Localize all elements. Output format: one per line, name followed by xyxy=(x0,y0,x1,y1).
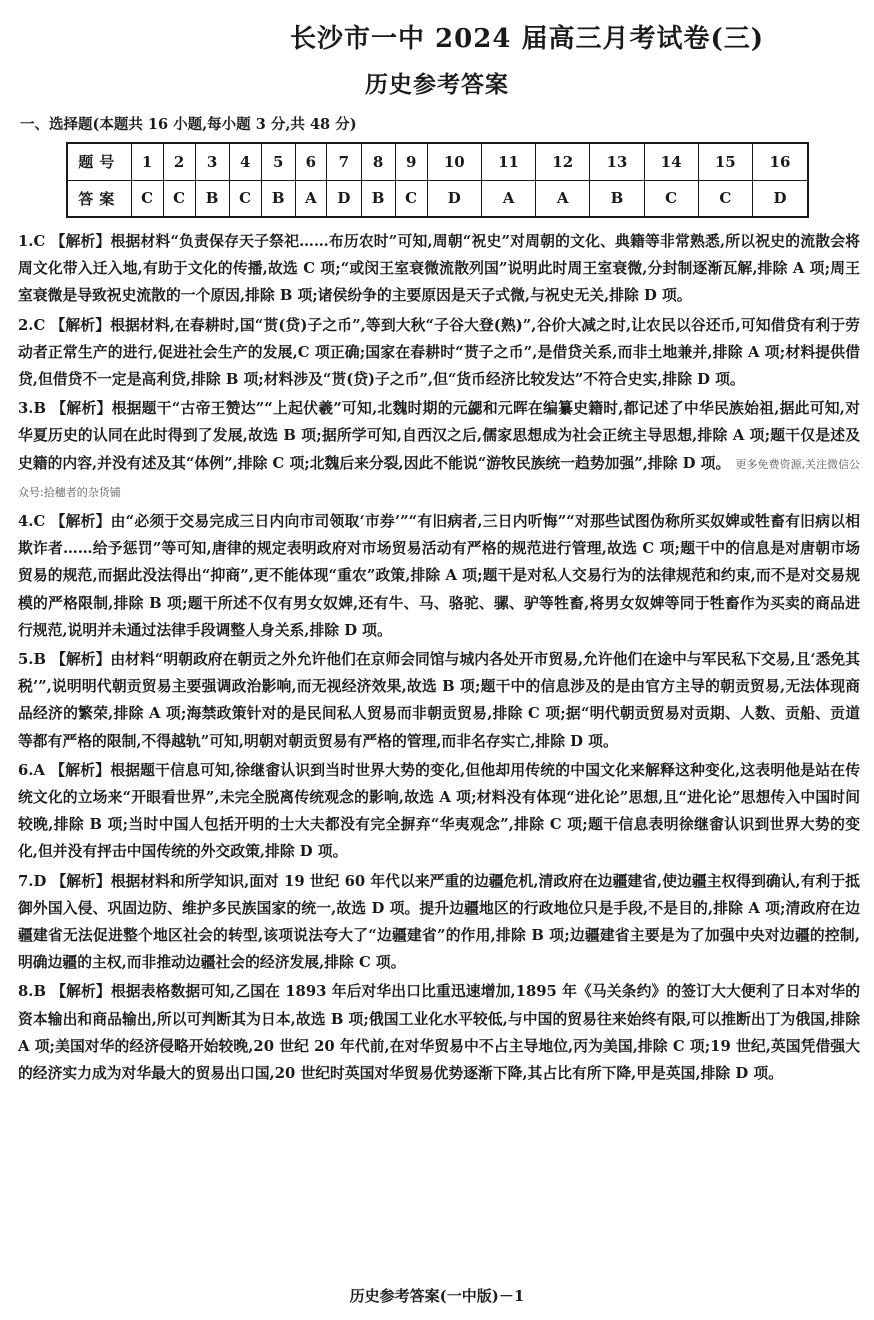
question-number-cell: 13 xyxy=(590,143,644,180)
question-number-cell: 14 xyxy=(644,143,698,180)
explanation-text: 由材料“明朝政府在朝贡之外允许他们在京师会同馆与城内各处开市贸易,允许他们在途中与军民私下交易,且‘悉免其税’”,说明明代朝贡贸易主要强调政治影响,而无视经济效果,故选 B 项;题干中的信息涉及的是由官方主导的朝贡贸易,无法体现商品经济的繁荣,排除 A 项;海禁政策针对的是民间私人贸易而非朝贡贸易,排除 C 项;据“明代朝贡贸易对贡期、人数、贡船、贡道等都有严格的限制,不得越轨”可知,明朝对朝贡贸易有严格的管理,而非名存实亡,排除 D 项。 xyxy=(18,651,860,750)
question-number-cell: 10 xyxy=(427,143,481,180)
analysis-tag: 【解析】 xyxy=(50,513,111,531)
answer-cell: A xyxy=(536,180,590,217)
explanation-text: 根据表格数据可知,乙国在 1893 年后对华出口比重迅速增加,1895 年《马关条约》的签订大大便利了日本对华的资本输出和商品输出,所以可判断其为日本,故选 B 项;俄国工业化水平较低,与中国的贸易往来始终有限,可以推断出丁为俄国,排除 A 项;美国对华的经济侵略开始较晚,20 世纪 20 年代前,在对华贸易中不占主导地位,丙为美国,排除 C 项;19 世纪,英国凭借强大的经济实力成为对华最大的贸易出口国,20 世纪时英国对华贸易优势逐渐下降,其占比有所下降,甲是英国,排除 D 项。 xyxy=(18,983,860,1083)
analysis-tag: 【解析】 xyxy=(50,761,111,779)
answer-cell: C xyxy=(698,180,752,217)
question-number-cell: 8 xyxy=(361,143,395,180)
question-answer-label: 4.C xyxy=(18,513,46,531)
watermark-note: 更多免费资源,关注微信公众号:拾穗者的杂货铺 xyxy=(18,457,861,499)
answer-cell: C xyxy=(395,180,427,217)
answer-cell: B xyxy=(361,180,395,217)
answer-cell: C xyxy=(229,180,261,217)
question-number-cell: 9 xyxy=(395,143,427,180)
analysis-tag: 【解析】 xyxy=(51,983,111,1001)
answer-cell: B xyxy=(261,180,295,217)
answer-cell: A xyxy=(481,180,535,217)
explanation-text: 根据题干“古帝王赞达”“上起伏羲”可知,北魏时期的元勰和元晖在编纂史籍时,都记述了中华民族始祖,据此可知,对华夏历史的认同在此时得到了发展,故选 B 项;据所学可知,自西汉之后,儒家思想成为社会正统主导思想,排除 A 项;题干仅是述及史籍的内容,并没有述及其“体例”,排除 C 项;北魏后来分裂,因此不能说“游牧民族统一趋势加强”,排除 D 项。 xyxy=(18,400,860,472)
explanation-text: 根据材料,在春耕时,国“贳(贷)子之币”,等到大秋“子谷大登(熟)”,谷价大减之时,让农民以谷还币,可知借贷有利于劳动者正常生产的进行,促进社会生产的发展,C 项正确;国家在春耕时“贳子之币”,是借贷关系,而非土地兼并,排除 A 项;材料提供借贷,但借贷不一定是高利贷,排除 B 项;材料涉及“贳(贷)子之币”,但“货币经济比较发达”不符合史实,排除 D 项。 xyxy=(18,316,860,389)
analysis-tag: 【解析】 xyxy=(50,233,111,250)
question-number-cell: 11 xyxy=(481,143,535,180)
question-number-cell: 6 xyxy=(295,143,326,180)
question-number-row xyxy=(67,143,808,180)
question-explanations xyxy=(18,228,860,1089)
document-subtitle: 历史参考答案 xyxy=(365,71,509,98)
explanation-text: 根据材料“负责保存天子祭祀……布历农时”可知,周朝“祝史”对周朝的文化、典籍等非常熟悉,所以祝史的流散会将周文化带入迁入地,有助于文化的传播,故选 C 项;“或闵王室衰微流散列国”说明此时周王室衰微,分封制逐渐瓦解,排除 A 项;周王室衰微是导致祝史流散的一个原因,排除 B 项;诸侯纷争的主要原因是天子式微,与祝史无关,排除 D 项。 xyxy=(18,233,860,305)
question-number-cell: 4 xyxy=(229,143,261,180)
explanation-text: 根据材料和所学知识,面对 19 世纪 60 年代以来严重的边疆危机,清政府在边疆建省,使边疆主权得到确认,有利于抵御外国入侵、巩固边防、维护多民族国家的统一,故选 D 项。提升边疆地区的行政地位只是手段,不是目的,排除 A 项;清政府在边疆建省无法促进整个地区社会的转型,该项说法夸大了“边疆建省”的作用,排除 B 项;边疆建省主要是为了加强中央对边疆的控制,明确边疆的主权,而非推动边疆社会的经济发展,排除 C 项。 xyxy=(18,872,860,972)
question-answer-label: 2.C xyxy=(18,316,46,334)
answer-table xyxy=(66,142,809,218)
analysis-tag: 【解析】 xyxy=(51,872,111,890)
question-explanation xyxy=(18,395,860,506)
question-explanation xyxy=(18,228,860,310)
question-number-cell: 1 xyxy=(131,143,163,180)
question-explanation xyxy=(18,978,860,1087)
answer-cell: B xyxy=(590,180,644,217)
question-explanation xyxy=(18,646,860,755)
question-answer-label: 6.A xyxy=(18,761,45,779)
analysis-tag: 【解析】 xyxy=(50,316,111,334)
answer-cell: B xyxy=(195,180,229,217)
explanation-text: 由“必须于交易完成三日内向市司领取‘市券’”“有旧病者,三日内听悔”“对那些试图伪称所买奴婢或牲畜有旧病以相欺诈者……给予惩罚”等可知,唐律的规定表明政府对市场贸易活动有严格的规范进行管理,故选 C 项;题干中的信息是对唐朝市场贸易的规范,而据此没法得出“抑商”,更不能体现“重农”政策,排除 A 项;题干是对私人交易行为的法律规范和约束,而不是对交易规模的严格限制,排除 B 项;题干所述不仅有男女奴婢,还有牛、马、骆驼、骡、驴等牲畜,将男女奴婢等同于牲畜作为买卖的商品进行规范,说明并未通过法律手段调整人身关系,排除 D 项。 xyxy=(18,513,860,639)
page-footer: 历史参考答案(一中版)－1 xyxy=(349,1287,525,1305)
section-heading: 一、选择题(本题共 16 小题,每小题 3 分,共 48 分) xyxy=(20,116,357,133)
answer-cell: C xyxy=(644,180,698,217)
question-number-cell: 5 xyxy=(261,143,295,180)
analysis-tag: 【解析】 xyxy=(51,651,111,669)
exam-title: 长沙市一中 2024 届高三月考试卷(三) xyxy=(290,24,765,54)
answer-cell: D xyxy=(326,180,361,217)
question-explanation xyxy=(18,508,860,644)
row-label-number: 题号 xyxy=(67,143,131,180)
explanation-text: 根据题干信息可知,徐继畬认识到当时世界大势的变化,但他却用传统的中国文化来解释这种变化,这表明他是站在传统文化的立场来“开眼看世界”,未完全脱离传统观念的影响,故选 A 项;材料没有体现“进化论”思想,且“进化论”思想传入中国时间较晚,排除 B 项;当时中国人包括开明的士大夫都没有完全摒弃“华夷观念”,排除 C 项;题干信息表明徐继畬认识到世界大势的变化,但并没有抨击中国传统的外交政策,排除 D 项。 xyxy=(18,761,860,861)
answer-cell: D xyxy=(427,180,481,217)
question-answer-label: 8.B xyxy=(18,983,46,1001)
answer-cell: D xyxy=(752,180,808,217)
answer-cell: A xyxy=(295,180,326,217)
question-number-cell: 7 xyxy=(326,143,361,180)
analysis-tag: 【解析】 xyxy=(51,400,112,418)
question-number-cell: 15 xyxy=(698,143,752,180)
question-answer-label: 5.B xyxy=(18,651,46,669)
question-answer-label: 7.D xyxy=(18,872,47,890)
row-label-answer: 答案 xyxy=(67,180,131,217)
question-number-cell: 2 xyxy=(163,143,195,180)
question-number-cell: 12 xyxy=(536,143,590,180)
question-number-cell: 16 xyxy=(752,143,808,180)
answer-row xyxy=(67,180,808,217)
question-explanation xyxy=(18,868,860,977)
question-answer-label: 1.C xyxy=(18,233,46,250)
question-explanation xyxy=(18,757,860,866)
question-explanation xyxy=(18,312,860,394)
answer-cell: C xyxy=(163,180,195,217)
answer-cell: C xyxy=(131,180,163,217)
question-number-cell: 3 xyxy=(195,143,229,180)
question-answer-label: 3.B xyxy=(18,400,46,418)
